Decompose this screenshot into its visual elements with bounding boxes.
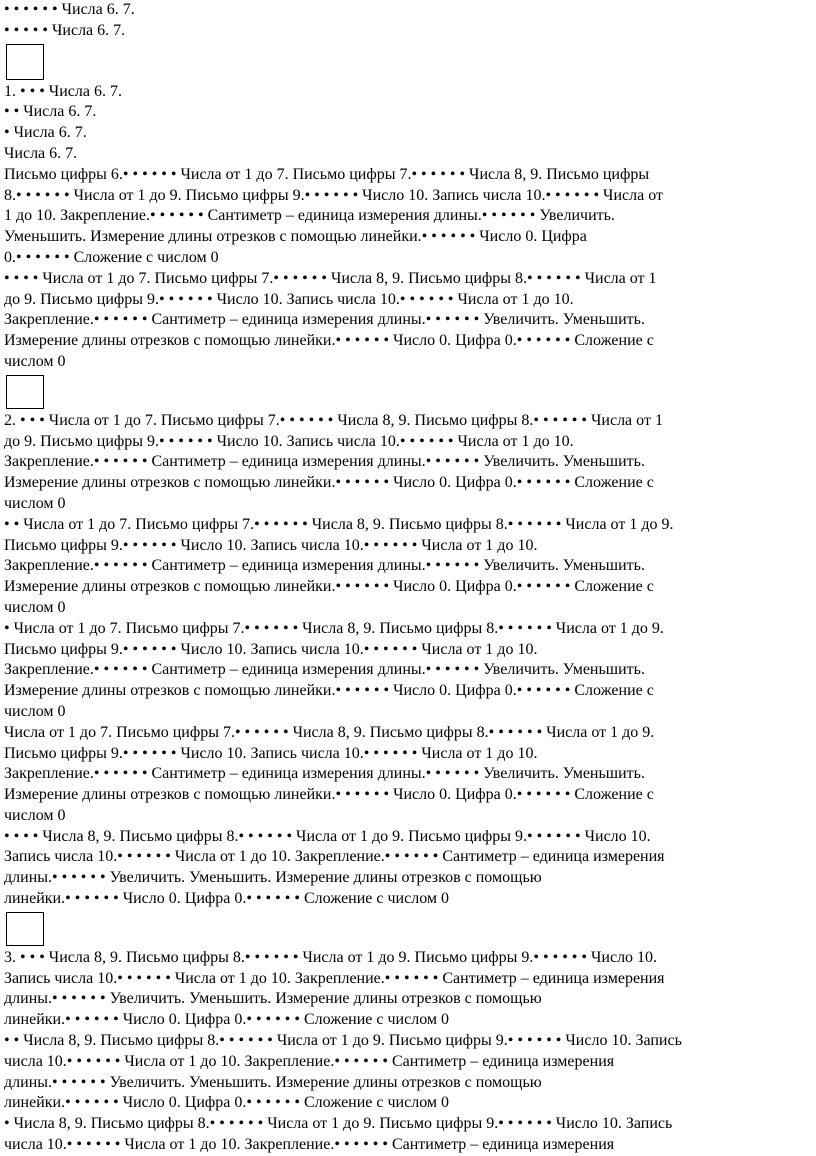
text-line: • • • • • • Числа 6. 7. xyxy=(4,1,135,18)
text-line: • Числа 8, 9. Письмо цифры 8.• • • • • • Числа от 1 до 9. Письмо цифры 9.• • • • • • Число 10. Запись xyxy=(4,1115,673,1133)
text-line: числом 0 xyxy=(4,494,66,512)
text-line: • Числа 6. 7. xyxy=(4,124,87,142)
text-line: Измерение длины отрезков с помощью линейки.• • • • • • Число 0. Цифра 0.• • • • • • Сложение с xyxy=(4,786,654,804)
text-line: 3. • • • Числа 8, 9. Письмо цифры 8.• • • • • • Числа от 1 до 9. Письмо цифры 9.• • • • • • Число 10. xyxy=(4,948,658,966)
text-line: Закрепление.• • • • • • Сантиметр – единица измерения длины.• • • • • • Увеличить. Уменьшить. xyxy=(4,765,645,783)
text-line: длины.• • • • • • Увеличить. Уменьшить. Измерение длины отрезков с помощью xyxy=(4,1073,542,1091)
text-line: числом 0 xyxy=(4,702,66,720)
text-line: длины.• • • • • • Увеличить. Уменьшить. Измерение длины отрезков с помощью xyxy=(4,990,542,1008)
text-line: Письмо цифры 9.• • • • • • Число 10. Запись числа 10.• • • • • • Числа от 1 до 10. xyxy=(4,640,538,658)
text-line: Закрепление.• • • • • • Сантиметр – единица измерения длины.• • • • • • Увеличить. Уменьшить. xyxy=(4,453,645,471)
text-line: до 9. Письмо цифры 9.• • • • • • Число 10. Запись числа 10.• • • • • • Числа от 1 до 10. xyxy=(4,290,574,308)
text-line: числом 0 xyxy=(4,352,66,370)
text-line: линейки.• • • • • • Число 0. Цифра 0.• • • • • • Сложение с числом 0 xyxy=(4,1094,450,1112)
text-line: Письмо цифры 9.• • • • • • Число 10. Запись числа 10.• • • • • • Числа от 1 до 10. xyxy=(4,744,538,762)
text-line: • • Числа от 1 до 7. Письмо цифры 7.• • • • • • Числа 8, 9. Письмо цифры 8.• • • • • • Числа от 1 до 9. xyxy=(4,515,674,533)
text-line: Измерение длины отрезков с помощью линейки.• • • • • • Число 0. Цифра 0.• • • • • • Сложение с xyxy=(4,332,654,350)
text-line: 2. • • • Числа от 1 до 7. Письмо цифры 7.• • • • • • Числа 8, 9. Письмо цифры 8.• • • • • • Числа от 1 xyxy=(4,411,663,429)
text-line: Запись числа 10.• • • • • • Числа от 1 до 10. Закрепление.• • • • • • Сантиметр – единица измерения xyxy=(4,848,665,866)
text-line: линейки.• • • • • • Число 0. Цифра 0.• • • • • • Сложение с числом 0 xyxy=(4,890,450,908)
text-line: Измерение длины отрезков с помощью линейки.• • • • • • Число 0. Цифра 0.• • • • • • Сложение с xyxy=(4,474,654,492)
text-line: Письмо цифры 6.• • • • • • Числа от 1 до 7. Письмо цифры 7.• • • • • • Числа 8, 9. Письмо цифры xyxy=(4,165,650,183)
text-line: числа 10.• • • • • • Числа от 1 до 10. Закрепление.• • • • • • Сантиметр – единица измерения xyxy=(4,1136,615,1154)
text-line: 1. • • • Числа 6. 7. xyxy=(4,82,122,100)
text-line: Письмо цифры 9.• • • • • • Число 10. Запись числа 10.• • • • • • Числа от 1 до 10. xyxy=(4,536,538,554)
text-line: • • Числа 8, 9. Письмо цифры 8.• • • • • • Числа от 1 до 9. Письмо цифры 9.• • • • • • Число 10. Запись xyxy=(4,1032,682,1050)
text-line: длины.• • • • • • Увеличить. Уменьшить. Измерение длины отрезков с помощью xyxy=(4,869,542,887)
text-line: Числа 6. 7. xyxy=(4,144,78,162)
text-line: • • • • • Числа 6. 7. xyxy=(4,21,126,39)
text-line: Измерение длины отрезков с помощью линейки.• • • • • • Число 0. Цифра 0.• • • • • • Сложение с xyxy=(4,682,654,700)
text-line: числом 0 xyxy=(4,806,66,824)
text-line: • • • • Числа 8, 9. Письмо цифры 8.• • • • • • Числа от 1 до 9. Письмо цифры 9.• • • • • • Число 10. xyxy=(4,827,651,845)
text-line: числа 10.• • • • • • Числа от 1 до 10. Закрепление.• • • • • • Сантиметр – единица измерения xyxy=(4,1052,615,1070)
text-line: • • Числа 6. 7. xyxy=(4,103,97,121)
text-line: Закрепление.• • • • • • Сантиметр – единица измерения длины.• • • • • • Увеличить. Уменьшить. xyxy=(4,661,645,679)
text-line: Закрепление.• • • • • • Сантиметр – единица измерения длины.• • • • • • Увеличить. Уменьшить. xyxy=(4,311,645,329)
text-line: Запись числа 10.• • • • • • Числа от 1 до 10. Закрепление.• • • • • • Сантиметр – единица измерения xyxy=(4,969,665,987)
text-line: 1 до 10. Закрепление.• • • • • • Сантиметр – единица измерения длины.• • • • • • Увеличить. xyxy=(4,207,615,225)
empty-checkbox-frame xyxy=(6,375,44,409)
empty-checkbox-frame xyxy=(6,44,44,80)
text-line: до 9. Письмо цифры 9.• • • • • • Число 10. Запись числа 10.• • • • • • Числа от 1 до 10. xyxy=(4,432,574,450)
empty-checkbox-frame xyxy=(6,912,44,946)
text-line: 0.• • • • • • Сложение с числом 0 xyxy=(4,248,219,266)
text-line: Числа от 1 до 7. Письмо цифры 7.• • • • • • Числа 8, 9. Письмо цифры 8.• • • • • • Числа от 1 до 9. xyxy=(4,723,655,741)
text-line: • • • • Числа от 1 до 7. Письмо цифры 7.• • • • • • Числа 8, 9. Письмо цифры 8.• • • • • • Числа от 1 xyxy=(4,269,657,287)
text-line: линейки.• • • • • • Число 0. Цифра 0.• • • • • • Сложение с числом 0 xyxy=(4,1011,450,1029)
text-line: Уменьшить. Измерение длины отрезков с помощью линейки.• • • • • • Число 0. Цифра xyxy=(4,228,587,246)
text-line: 8.• • • • • • Числа от 1 до 9. Письмо цифры 9.• • • • • • Число 10. Запись числа 10.• • • • • • Числа от xyxy=(4,186,663,204)
text-line: числом 0 xyxy=(4,598,66,616)
text-line: Измерение длины отрезков с помощью линейки.• • • • • • Число 0. Цифра 0.• • • • • • Сложение с xyxy=(4,578,654,596)
text-line: • Числа от 1 до 7. Письмо цифры 7.• • • • • • Числа 8, 9. Письмо цифры 8.• • • • • • Числа от 1 до 9. xyxy=(4,619,664,637)
text-line: Закрепление.• • • • • • Сантиметр – единица измерения длины.• • • • • • Увеличить. Уменьшить. xyxy=(4,557,645,575)
